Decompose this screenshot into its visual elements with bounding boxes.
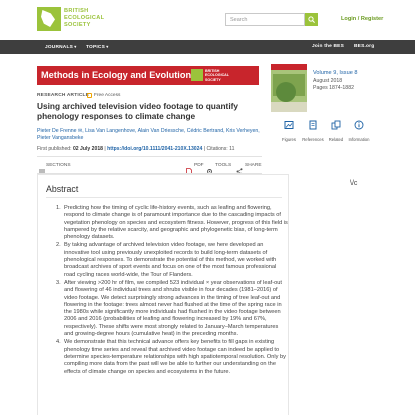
share-button[interactable]: SHARE — [245, 163, 262, 168]
login-register-link[interactable]: Login / Register — [341, 16, 384, 22]
cover-photo-detail — [276, 82, 296, 102]
information-icon — [354, 120, 364, 130]
list-item — [56, 339, 288, 375]
free-access-label: Free Access — [94, 93, 121, 98]
nav-journals-label: JOURNALS — [45, 45, 73, 50]
related-icon — [331, 120, 341, 130]
main-nav — [0, 40, 415, 54]
nav-join-bes[interactable]: Join the BES — [312, 44, 344, 49]
logo-text[interactable] — [64, 8, 104, 29]
bird-icon — [41, 10, 55, 27]
tool-information-label: Information — [348, 137, 370, 142]
tools-button[interactable]: TOOLS — [215, 163, 232, 168]
figures-icon — [284, 120, 294, 130]
divider — [37, 156, 262, 157]
published-label: First published: — [37, 146, 72, 152]
logo-line-2: ECOLOGICAL — [64, 15, 105, 21]
logo-line-3: SOCIETY — [64, 22, 91, 28]
citations-link[interactable]: Citations: 11 — [206, 146, 235, 152]
tool-related-label: Related — [328, 137, 344, 142]
issue-pages: Pages 1874-1882 — [313, 85, 354, 91]
nav-topics[interactable] — [86, 44, 109, 50]
cover-band — [271, 64, 307, 70]
abstract-section — [37, 174, 289, 415]
pdf-button[interactable]: PDF — [194, 163, 204, 168]
chevron-down-icon: ▾ — [73, 44, 77, 49]
references-icon — [308, 120, 318, 130]
bes-logo[interactable] — [37, 7, 61, 31]
nav-topics-label: TOPICS — [86, 45, 105, 50]
search-input[interactable]: Search — [225, 13, 305, 26]
journal-title: Methods in Ecology and Evolution — [41, 70, 192, 80]
banner-logo-line-2: ECOLOGICAL — [205, 73, 229, 78]
cover-footer — [271, 102, 307, 112]
list-item — [56, 242, 288, 278]
separator: | — [104, 146, 108, 152]
article-type: RESEARCH ARTICLE — [37, 93, 90, 98]
logo-line-1: BRITISH — [64, 8, 89, 14]
list-item — [56, 280, 288, 338]
journal-banner[interactable] — [37, 66, 259, 85]
doi-link[interactable]: https://doi.org/10.1111/2041-210X.13024 — [107, 146, 203, 152]
abstract-heading: Abstract — [46, 184, 79, 194]
separator: | — [203, 146, 207, 152]
abstract-paragraph: After viewing >200 hr of film, we compiled 523 individual × year observations of leaf-out and flowering of 46 individual trees and shrubs visible in four decades (1981–2016) of video footage. We detect surprisingly strong advances in the timing of tree leaf-out and flowering in the footage: trees almost never had flushed at the time of the spring race in the 1980s while significantly more individuals had flushed in the video footage between 2006 and 2016 (probabilities of leafing and flowering increased by 19% and 67%, respectively). These shifts were most strongly related to January–March temperatures and growing-degree hours (cumulative heat) in the preceding months. — [64, 279, 282, 338]
nav-journals[interactable] — [45, 44, 77, 50]
publication-info — [37, 146, 234, 152]
loading-indicator: \/c — [350, 180, 358, 187]
abstract-paragraph: We demonstrate that this technical advance offers key benefits to fill gaps in existing phenology time series and reveal that archived video footage can indeed be applied to determine species-temperature relationships with high spatiotemporal resolution. Only by compiling more data from the past will we be able to further our understanding on the effects of climate change on species and ecosystems in the future. — [64, 339, 286, 375]
journal-cover-image[interactable] — [271, 64, 307, 112]
search-icon — [308, 16, 315, 23]
published-date: 02 July 2018 — [72, 146, 103, 152]
chevron-down-icon: ▾ — [104, 44, 109, 49]
tool-information[interactable] — [344, 117, 374, 142]
abstract-list — [56, 205, 288, 377]
sections-button[interactable]: SECTIONS — [46, 163, 71, 168]
list-number: 4. — [56, 339, 61, 346]
list-number: 3. — [56, 279, 61, 286]
abstract-paragraph: By taking advantage of archived television video footage, we here developed an innovative tool using previously unexploited records to build long-term datasets of phenological responses. To demonstrate the potential of this method, we worked with broadcast archives of sport events and focus on one of the most famous professional road cycling races world-wide, the Tour of Flanders. — [64, 242, 277, 278]
banner-logo-line-1: BRITISH — [205, 69, 220, 73]
bes-banner-logo-icon — [191, 69, 203, 81]
list-number: 2. — [56, 242, 61, 249]
author-list[interactable]: Pieter De Frenne ✉, Lisa Van Langenhove, Alain Van Driessche, Cédric Bertrand, Kris Verheyen, Pieter Vangansbeke — [37, 128, 260, 141]
free-access-icon — [87, 93, 92, 98]
issue-date: August 2018 — [313, 78, 343, 84]
tool-figures-label: Figures — [282, 137, 296, 142]
list-number: 1. — [56, 205, 61, 211]
nav-bes-org[interactable]: BES.org — [354, 44, 375, 49]
banner-logo-text — [205, 69, 229, 82]
article-title: Using archived television video footage to quantify phenology responses to climate change — [37, 101, 239, 121]
tool-references-label: References — [302, 137, 324, 142]
site-header — [0, 0, 415, 38]
abstract-paragraph: Predicting how the timing of cyclic life-history events, such as leafing and flowering, respond to climate change is of paramount importance due to the cascading impacts of vegetation phenology on species and ecosystem fitness. However, progress of this field is hampered by the relative scarcity, and geographic and phylogenetic bias, of long-term phenology datasets. — [64, 205, 288, 241]
search-button[interactable] — [305, 13, 318, 26]
list-item — [56, 205, 288, 241]
issue-volume-link[interactable]: Volume 9, Issue 8 — [313, 70, 358, 76]
banner-logo-line-3: SOCIETY — [205, 77, 221, 82]
divider — [46, 197, 282, 198]
